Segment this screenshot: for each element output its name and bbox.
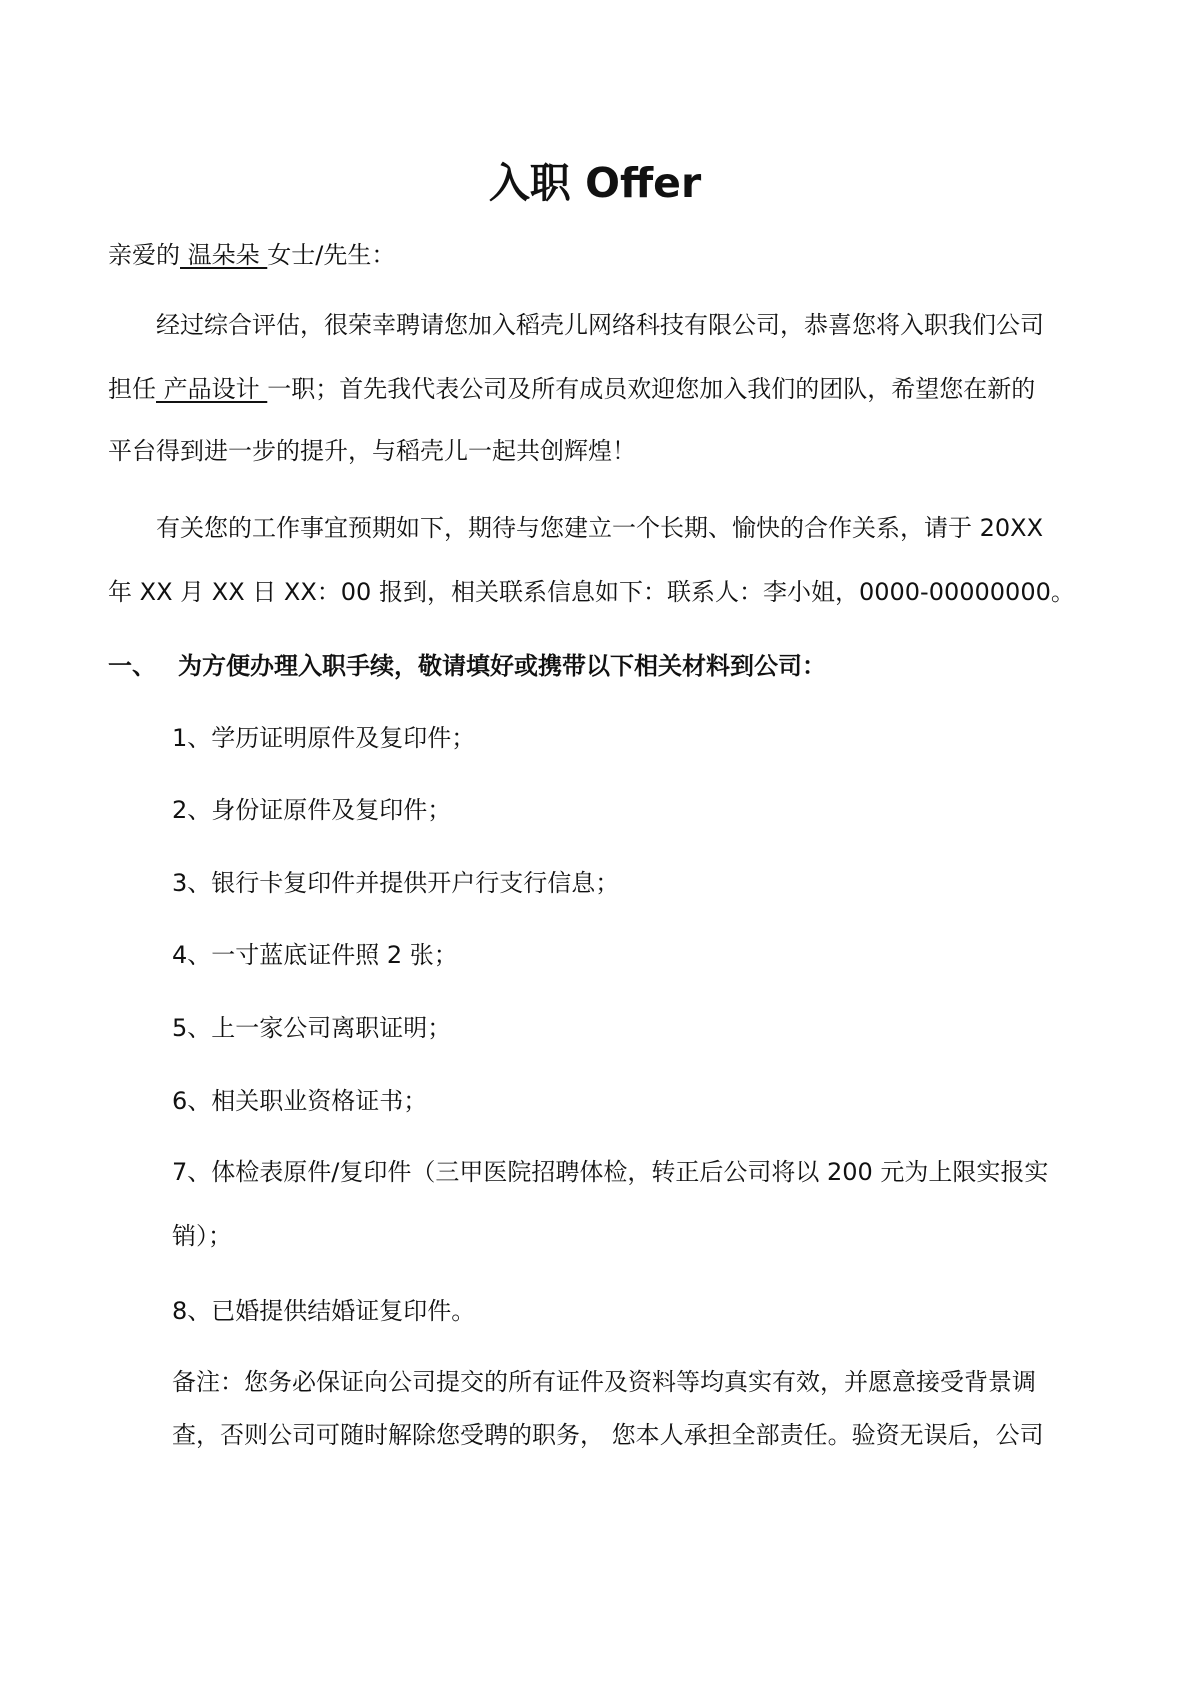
section-1-number: 一、 [108,652,156,680]
document-title: 入职 Offer [488,159,702,207]
position-suffix: 一职；首先我代表公司及所有成员欢迎您加入我们的团队，希望您在新的 [267,375,1036,403]
materials-item-8: 8、已婚提供结婚证复印件。 [172,1297,476,1325]
materials-item-6: 6、相关职业资格证书； [172,1087,428,1115]
section-1-title: 为方便办理入职手续，敬请填好或携带以下相关材料到公司： [178,652,826,680]
materials-item-7: 7、体检表原件/复印件（三甲医院招聘体检，转正后公司将以 200 元为上限实报实 [172,1158,1049,1186]
greeting-prefix: 亲爱的 [108,241,180,269]
paragraph-2-line-2: 年 XX 月 XX 日 XX：00 报到，相关联系信息如下：联系人：李小姐，0000-00000000。 [108,578,1075,606]
paragraph-1-line-2 [108,373,1035,405]
materials-item-2: 2、身份证原件及复印件； [172,796,452,824]
paragraph-1-line-3: 平台得到进一步的提升，与稻壳儿一起共创辉煌！ [108,437,636,465]
materials-item-5: 5、上一家公司离职证明； [172,1014,452,1042]
materials-item-3: 3、银行卡复印件并提供开户行支行信息； [172,869,620,897]
greeting-suffix: 女士/先生： [267,241,396,269]
greeting-line [108,239,395,271]
position-title: 产品设计 [156,375,268,403]
note-line-1: 备注：您务必保证向公司提交的所有证件及资料等均真实有效，并愿意接受背景调 [172,1368,1036,1396]
materials-item-1: 1、学历证明原件及复印件； [172,724,476,752]
materials-item-4: 4、一寸蓝底证件照 2 张； [172,941,458,969]
materials-item-7-cont: 销）； [172,1222,232,1250]
section-1-heading [108,650,826,682]
note-line-2: 查，否则公司可随时解除您受聘的职务， 您本人承担全部责任。验资无误后，公司 [172,1421,1044,1449]
candidate-name: 温朵朵 [180,241,268,269]
paragraph-1-line-1: 经过综合评估，很荣幸聘请您加入稻壳儿网络科技有限公司，恭喜您将入职我们公司 [156,311,1044,339]
paragraph-2-line-1: 有关您的工作事宜预期如下，期待与您建立一个长期、愉快的合作关系，请于 20XX [156,514,1044,542]
position-prefix: 担任 [108,375,156,403]
